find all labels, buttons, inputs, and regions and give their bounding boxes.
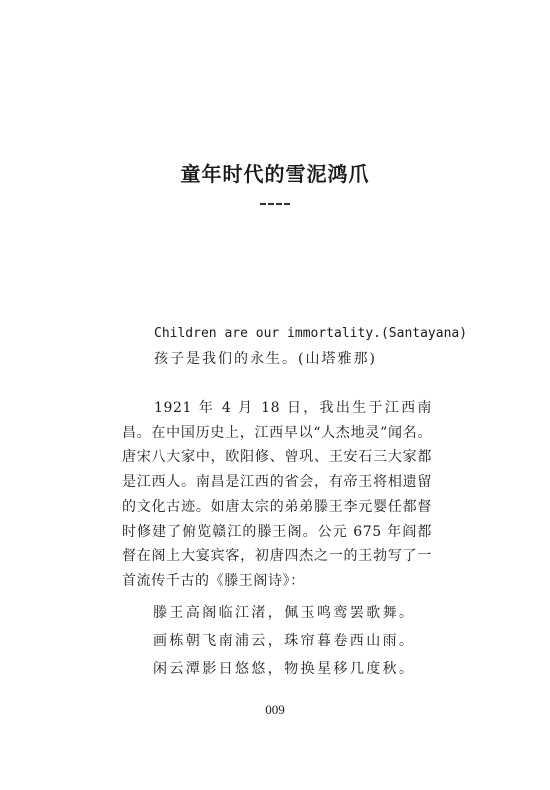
epigraph-chinese: 孩子是我们的永生。(山塔雅那) [154,351,377,367]
poem-line: 滕王高阁临江渚，佩玉鸣鸾罢歌舞。 [153,605,416,621]
page-number: 009 [265,702,285,717]
chapter-title: 童年时代的雪泥鸿爪 [180,162,370,186]
epigraph [154,322,474,372]
body-paragraph: 1921 年 4 月 18 日，我出生于江西南昌。在中国历史上，江西早以“人杰地灵”闻名。唐宋八大家中，欧阳修、曾巩、王安石三大家都是江西人。南昌是江西的省会，有帝王将相遗留的文化古迹。如唐太宗的弟弟滕王李元婴任都督时修建了俯览赣江的滕王阁。公元 675 年阎都督在阁上大宴宾客，初唐四杰之一的王勃写了一首流传千古的《滕王阁诗》： [122,400,432,589]
poem-block [153,599,453,683]
title-underline-rule [260,203,290,205]
poem-line: 闲云潭影日悠悠，物换星移几度秋。 [153,661,416,677]
epigraph-english: Children are our immortality.(Santayana) [154,326,468,341]
poem-line: 画栋朝飞南浦云，珠帘暮卷西山雨。 [153,633,416,649]
